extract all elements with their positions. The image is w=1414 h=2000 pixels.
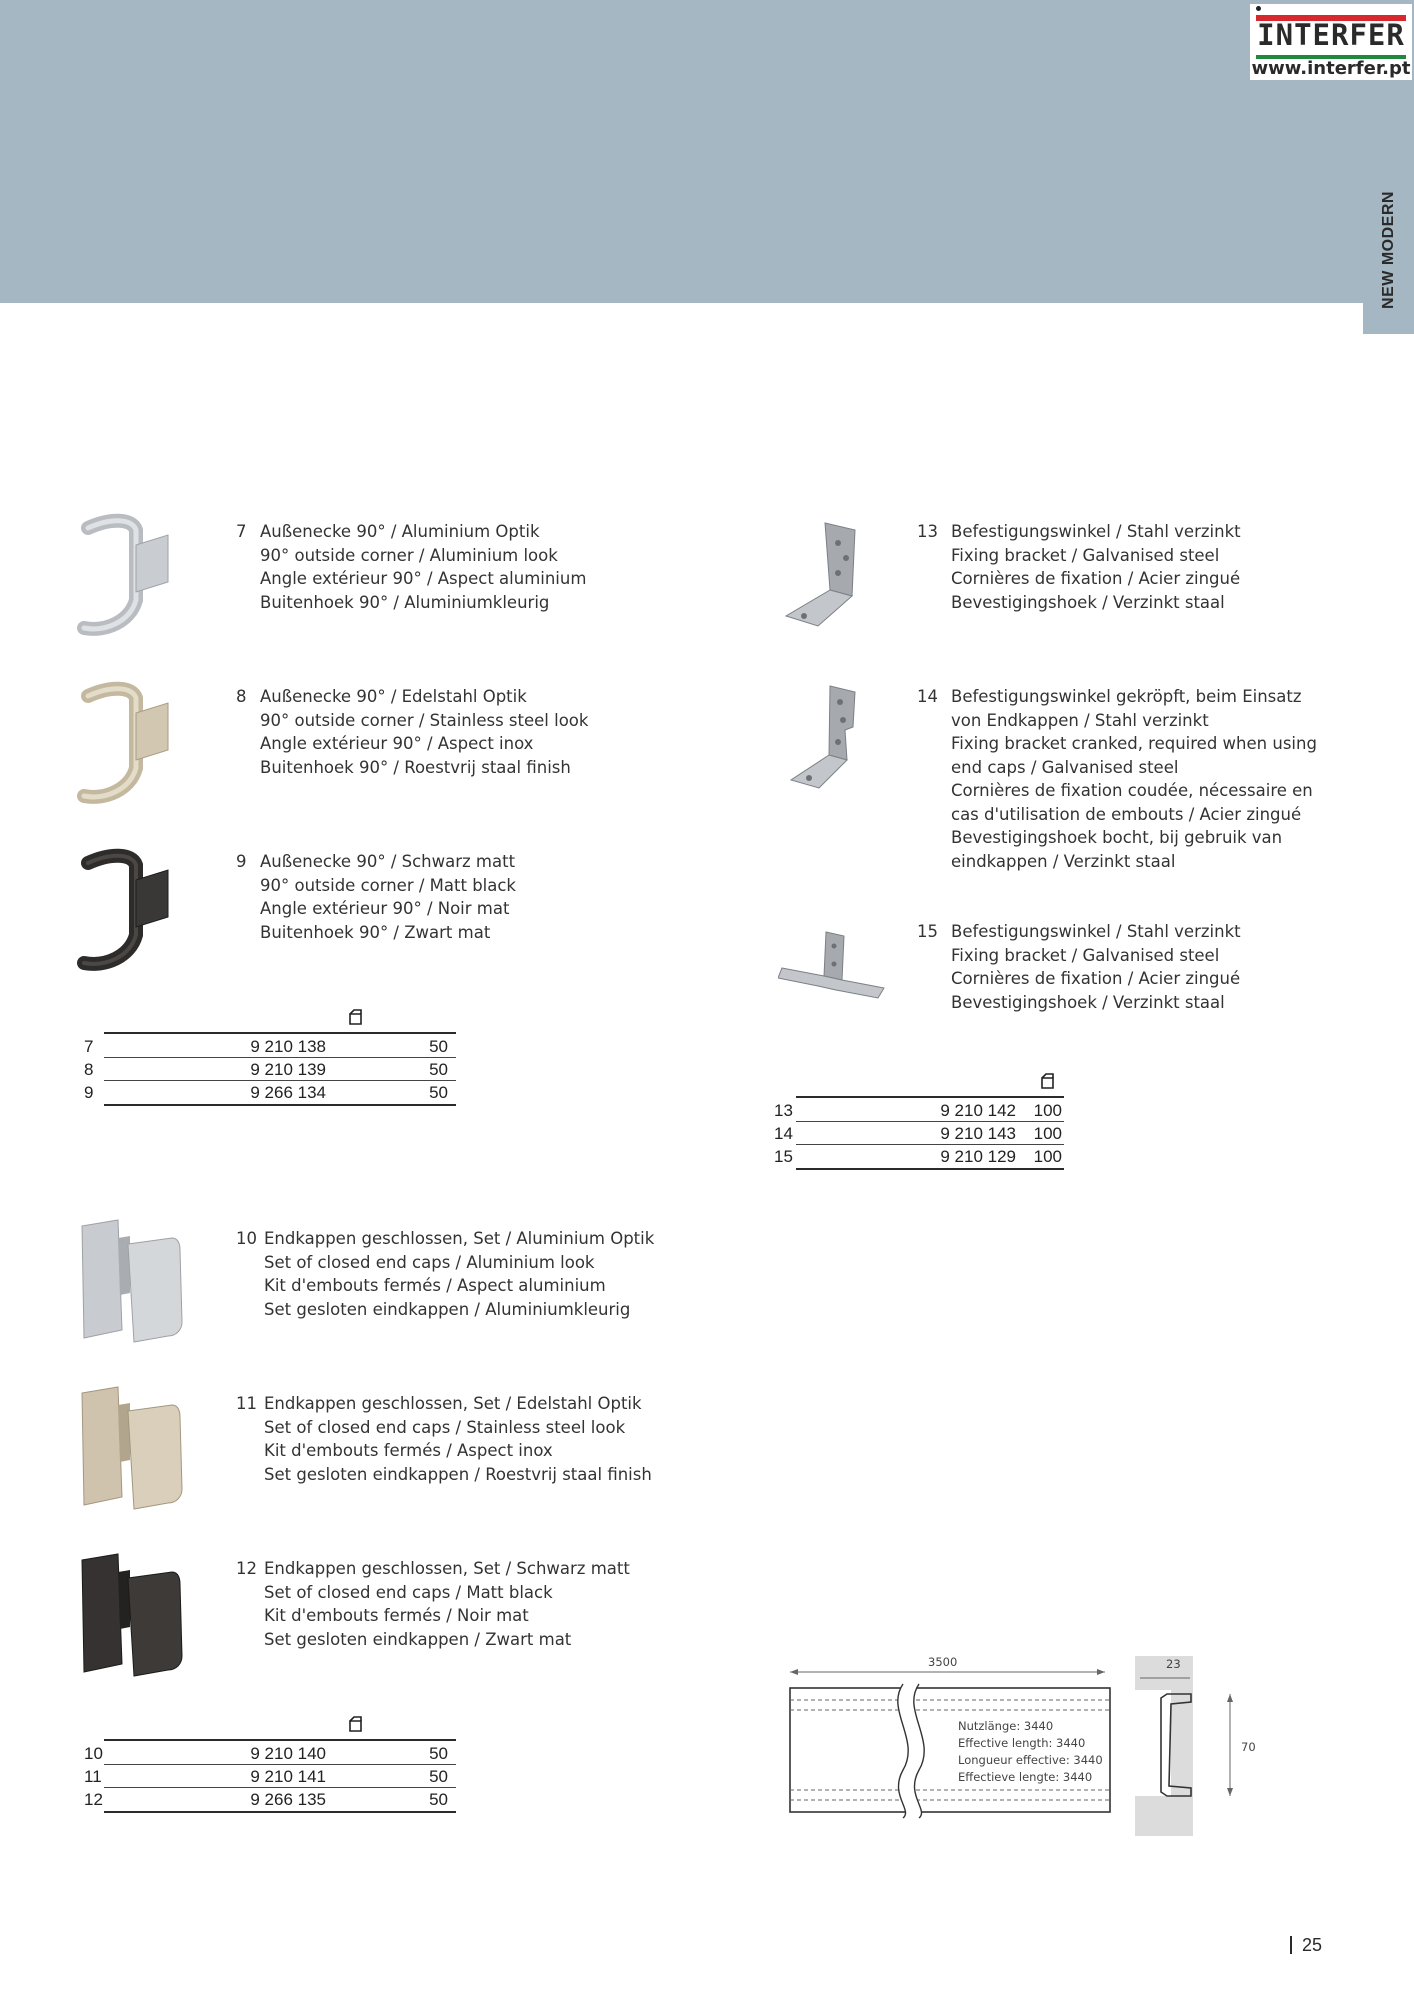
table-row: [84, 1787, 456, 1810]
article-number: 9 210 142: [940, 1101, 1016, 1120]
fixing-bracket-flat-image: [778, 928, 888, 1008]
table-rule: [104, 1104, 456, 1106]
description-line: Cornières de fixation / Acier zingué: [951, 569, 1241, 588]
section-tab-label: NEW MODERN: [1379, 191, 1397, 309]
description-line: Buitenhoek 90° / Zwart mat: [260, 922, 491, 942]
row-index: 9: [84, 1083, 94, 1102]
description-line: Befestigungswinkel / Stahl verzinkt: [951, 522, 1241, 541]
description-line: Befestigungswinkel gekröpft, beim Einsatz: [951, 687, 1302, 706]
description-line: Bevestigingshoek bocht, bij gebruik van: [951, 828, 1283, 847]
header-band: [0, 0, 1414, 303]
description-line: cas d'utilisation de embouts / Acier zingué: [951, 804, 1302, 824]
table-row: [84, 1741, 456, 1764]
package-quantity: 100: [1033, 1124, 1062, 1143]
description-line: Cornières de fixation coudée, nécessaire en: [951, 781, 1313, 800]
package-quantity: 100: [1033, 1101, 1062, 1120]
product-number: 11: [236, 1394, 257, 1413]
row-index: 10: [84, 1744, 103, 1763]
row-index: 14: [774, 1124, 793, 1143]
description-line: end caps / Galvanised steel: [951, 757, 1179, 777]
article-number: 9 210 141: [250, 1767, 326, 1786]
product-number: 10: [236, 1229, 257, 1248]
table-rule: [104, 1811, 456, 1813]
package-quantity-icon: [1040, 1072, 1056, 1090]
length-dimension: 3500: [928, 1655, 958, 1669]
package-quantity: 50: [429, 1083, 448, 1102]
height-dimension: 70: [1241, 1740, 1256, 1754]
effective-length-line: Effectieve lengte: 3440: [958, 1770, 1093, 1784]
effective-length-line: Nutzlänge: 3440: [958, 1719, 1054, 1733]
product-number: 8: [236, 687, 247, 706]
table-row: [84, 1764, 456, 1787]
product-number: 15: [917, 922, 938, 941]
description-line: Kit d'embouts fermés / Aspect inox: [264, 1441, 553, 1460]
article-number: 9 210 139: [250, 1060, 326, 1079]
table-row: [774, 1144, 1064, 1167]
description-line: Set of closed end caps / Matt black: [264, 1582, 553, 1602]
cranked-fixing-bracket-image: [785, 682, 885, 797]
description-line: Endkappen geschlossen, Set / Aluminium Optik: [264, 1229, 655, 1248]
description-line: Angle extérieur 90° / Aspect inox: [260, 734, 534, 753]
description-line: Angle extérieur 90° / Noir mat: [260, 899, 510, 918]
package-quantity-icon: [348, 1715, 364, 1733]
description-line: 90° outside corner / Stainless steel look: [260, 710, 589, 730]
description-line: Buitenhoek 90° / Roestvrij staal finish: [260, 757, 571, 777]
description-line: Set gesloten eindkappen / Aluminiumkleurig: [264, 1299, 631, 1319]
table-rule: [796, 1168, 1064, 1170]
product-number: 9: [236, 852, 247, 871]
description-line: Set gesloten eindkappen / Zwart mat: [264, 1629, 572, 1649]
table-row: [774, 1121, 1064, 1144]
table-row: [84, 1057, 456, 1080]
article-number: 9 210 129: [940, 1147, 1016, 1166]
description-line: Set gesloten eindkappen / Roestvrij staal finish: [264, 1464, 652, 1484]
article-number: 9 210 143: [940, 1124, 1016, 1143]
description-line: Buitenhoek 90° / Aluminiumkleurig: [260, 592, 550, 612]
product-number: 13: [917, 522, 938, 541]
page-number: [1290, 1935, 1322, 1956]
description-line: Bevestigingshoek / Verzinkt staal: [951, 592, 1225, 612]
logo-url: www.interfer.pt: [1251, 58, 1411, 79]
description-line: Angle extérieur 90° / Aspect aluminium: [260, 569, 587, 588]
end-caps-aluminium-image: [72, 1218, 187, 1353]
row-index: 15: [774, 1147, 793, 1166]
logo-brand-name: INTERFER: [1257, 18, 1405, 52]
description-line: Kit d'embouts fermés / Noir mat: [264, 1606, 529, 1625]
table-row: [84, 1034, 456, 1057]
effective-length-line: Longueur effective: 3440: [958, 1753, 1103, 1767]
end-caps-black-image: [72, 1552, 187, 1687]
section-tab: [1363, 166, 1414, 334]
end-caps-stainless-image: [72, 1385, 187, 1520]
description-line: Cornières de fixation / Acier zingué: [951, 969, 1241, 988]
outside-corner-black-image: [70, 845, 175, 975]
package-quantity: 100: [1033, 1147, 1062, 1166]
description-line: Befestigungswinkel / Stahl verzinkt: [951, 922, 1241, 941]
article-number: 9 210 138: [250, 1037, 326, 1056]
outside-corner-aluminium-image: [70, 510, 175, 640]
row-index: 8: [84, 1060, 94, 1079]
description-line: 90° outside corner / Matt black: [260, 875, 516, 895]
description-line: 90° outside corner / Aluminium look: [260, 545, 558, 565]
row-index: 11: [84, 1767, 102, 1786]
package-quantity-icon: [348, 1008, 364, 1026]
package-quantity: 50: [429, 1767, 448, 1786]
table-row: [774, 1098, 1064, 1121]
article-number: 9 210 140: [250, 1744, 326, 1763]
product-number: 12: [236, 1559, 257, 1578]
description-line: Endkappen geschlossen, Set / Schwarz matt: [264, 1559, 630, 1578]
package-quantity: 50: [429, 1790, 448, 1809]
product-number: 14: [917, 687, 938, 706]
description-line: Set of closed end caps / Aluminium look: [264, 1252, 595, 1272]
article-table-corners: [84, 1008, 448, 1108]
page-number-value: 25: [1302, 1935, 1323, 1955]
description-line: eindkappen / Verzinkt staal: [951, 851, 1176, 871]
article-number: 9 266 134: [250, 1083, 326, 1102]
logo-dot: [1256, 6, 1261, 11]
article-table-brackets: [774, 1072, 1074, 1172]
description-line: Außenecke 90° / Edelstahl Optik: [260, 687, 527, 706]
package-quantity: 50: [429, 1037, 448, 1056]
description-line: Kit d'embouts fermés / Aspect aluminium: [264, 1276, 606, 1295]
description-line: Fixing bracket cranked, required when using: [951, 734, 1317, 753]
description-line: Set of closed end caps / Stainless steel look: [264, 1417, 626, 1437]
fixing-bracket-image: [780, 518, 880, 633]
row-index: 12: [84, 1790, 103, 1809]
package-quantity: 50: [429, 1060, 448, 1079]
effective-length-line: Effective length: 3440: [958, 1736, 1086, 1750]
description-line: Bevestigingshoek / Verzinkt staal: [951, 992, 1225, 1012]
article-number: 9 266 135: [250, 1790, 326, 1809]
product-number: 7: [236, 522, 247, 541]
description-line: Endkappen geschlossen, Set / Edelstahl Optik: [264, 1394, 642, 1413]
description-line: Außenecke 90° / Schwarz matt: [260, 852, 516, 871]
table-row: [84, 1080, 456, 1103]
description-line: Fixing bracket / Galvanised steel: [951, 945, 1220, 965]
article-table-end-caps: [84, 1715, 448, 1815]
outside-corner-stainless-image: [70, 678, 175, 808]
description-line: Außenecke 90° / Aluminium Optik: [260, 522, 540, 541]
effective-length-note: [958, 1718, 1103, 1786]
description-line: Fixing bracket / Galvanised steel: [951, 545, 1220, 565]
page-number-separator: [1290, 1936, 1292, 1954]
interfer-logo[interactable]: [1250, 4, 1412, 80]
row-index: 13: [774, 1101, 793, 1120]
package-quantity: 50: [429, 1744, 448, 1763]
row-index: 7: [84, 1037, 94, 1056]
width-dimension: 23: [1166, 1657, 1181, 1671]
description-line: von Endkappen / Stahl verzinkt: [951, 710, 1209, 730]
